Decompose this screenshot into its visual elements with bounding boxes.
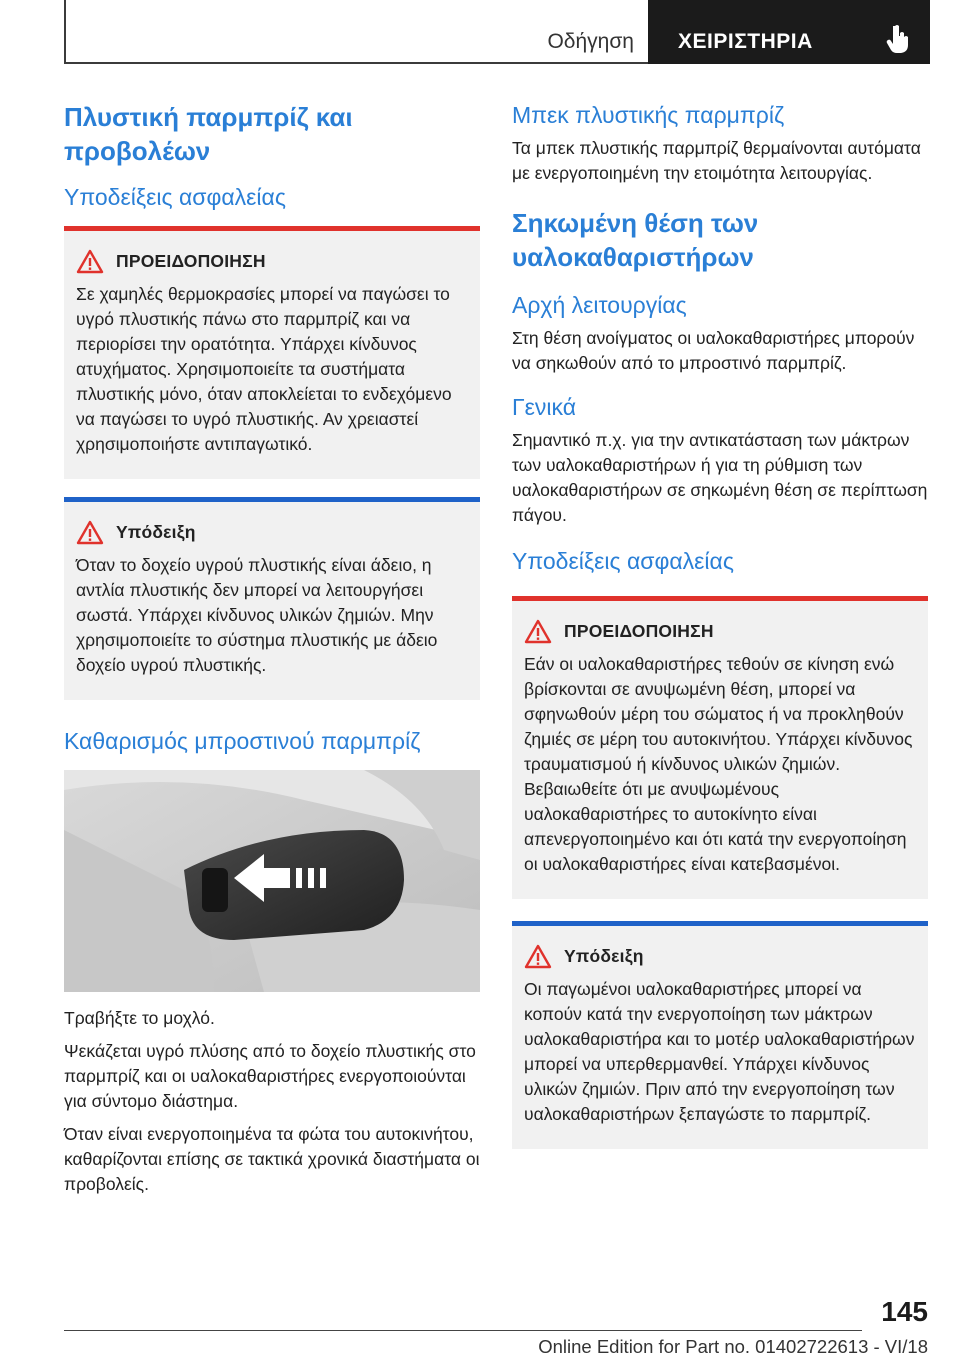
note-label: Υπόδειξη (116, 522, 196, 542)
section-label: Οδήγηση (547, 30, 634, 53)
warning-triangle-icon (524, 619, 552, 644)
section-title-washer: Πλυστική παρμπρίζ και προβολέων (64, 102, 353, 166)
principle-text: Στη θέση ανοίγματος οι υαλοκαθαριστήρες μπορούν να σηκωθούν από το μπροστινό παρμπρίζ. (512, 328, 915, 373)
footer-divider (64, 1330, 862, 1331)
warning-label: ΠΡΟΕΙΔΟΠΟΙΗΣΗ (564, 621, 714, 641)
note-label: Υπόδειξη (564, 946, 644, 966)
left-column (64, 100, 480, 1205)
general-text: Σημαντικό π.χ. για την αντικατάσταση των μάκτρων των υαλοκαθαριστήρων ή για τη ρύθμιση των υαλοκαθαριστήρων σε σηκωμένη θέση σε περίπτωση πάγου. (512, 430, 928, 525)
note-text: Οι παγωμένοι υαλοκαθαριστήρες μπορεί να κοπούν κατά την ενεργοποίηση των μάκτρων υαλοκαθαριστήρα και το μοτέρ υαλοκαθαριστήρων μπορεί να υπερθερμανθεί. Υπάρχει κίνδυνος υλικών ζημιών. Πριν από την ενεργοποίηση των υαλοκαθαριστήρων ξεπαγώστε το παρμπρίζ. (524, 979, 915, 1124)
safety-heading-right: Υποδείξεις ασφαλείας (512, 548, 734, 574)
safety-heading-left: Υποδείξεις ασφαλείας (64, 184, 286, 210)
note-box-right (512, 921, 928, 1149)
general-heading: Γενικά (512, 394, 577, 420)
chapter-label: ΧΕΙΡΙΣΤΗΡΙΑ (678, 30, 813, 53)
instruction-headlights: Όταν είναι ενεργοποιημένα τα φώτα του αυτοκινήτου, καθαρίζονται επίσης σε τακτικά χρονικά διαστήματα οι προβολείς. (64, 1124, 480, 1194)
section-title-fold: Σηκωμένη θέση των υαλοκαθαριστήρων (512, 208, 759, 272)
header-chapter-tab (648, 0, 930, 64)
right-column (512, 100, 928, 1167)
wiper-lever-photo (64, 770, 480, 992)
note-box-left (64, 497, 480, 700)
wiper-lever-illustration (64, 770, 480, 992)
page-header (64, 0, 930, 64)
warning-text: Σε χαμηλές θερμοκρασίες μπορεί να παγώσει το υγρό πλυστικής πάνω στο παρμπρίζ και να περιορίσει την ορατότητα. Υπάρχει κίνδυνος ατυχήματος. Χρησιμοποιείτε τα συστήματα πλυστικής μόνο, όταν αποκλείεται το ενδεχόμενο να παγώσει το υγρό πλυστικής. Αν χρειαστεί χρησιμοποιήστε αντιπαγωτικό. (76, 284, 452, 454)
caution-triangle-icon (524, 944, 552, 969)
warning-box-left (64, 226, 480, 479)
warning-label: ΠΡΟΕΙΔΟΠΟΙΗΣΗ (116, 251, 266, 271)
warning-box-right (512, 596, 928, 899)
hand-pointer-icon (886, 24, 912, 54)
principle-heading: Αρχή λειτουργίας (512, 292, 687, 318)
edition-text: Online Edition for Part no. 01402722613 - VI/18 (538, 1336, 928, 1357)
nozzle-text: Τα μπεκ πλυστικής παρμπρίζ θερμαίνονται αυτόματα με ενεργοποιημένη την ετοιμότητα λειτουργίας. (512, 138, 921, 183)
cleaning-heading: Καθαρισμός μπροστινού παρμπρίζ (64, 728, 421, 754)
caution-triangle-icon (76, 520, 104, 545)
header-section (64, 0, 648, 64)
page-number: 145 (881, 1296, 928, 1327)
instruction-pull-lever: Τραβήξτε το μοχλό. (64, 1008, 215, 1028)
warning-triangle-icon (76, 249, 104, 274)
nozzle-heading: Μπεκ πλυστικής παρμπρίζ (512, 102, 785, 128)
instruction-spray: Ψεκάζεται υγρό πλύσης από το δοχείο πλυστικής στο παρμπρίζ και οι υαλοκαθαριστήρες ενεργοποιούνται για σύντομο διάστημα. (64, 1041, 476, 1111)
warning-text: Εάν οι υαλοκαθαριστήρες τεθούν σε κίνηση ενώ βρίσκονται σε ανυψωμένη θέση, μπορεί να σφηνωθούν μέρη του σώματος ή να προκληθούν ζημιές σε μέρη του αυτοκινήτου. Υπάρχει κίνδυνος τραυματισμού ή κίνδυνος υλικών ζημιών. Βεβαιωθείτε ότι με ανυψωμένους υαλοκαθαριστήρες το αυτοκίνητο είναι απενεργοποιημένο και ότι κατά την ενεργοποίηση οι υαλοκαθαριστήρες είναι κατεβασμένοι. (524, 654, 913, 874)
note-text: Όταν το δοχείο υγρού πλυστικής είναι άδειο, η αντλία πλυστικής δεν μπορεί να λειτουργήσει σωστά. Υπάρχει κίνδυνος υλικών ζημιών. Μην χρησιμοποιείτε το σύστημα πλυστικής με άδειο δοχείο υγρού πλυστικής. (76, 555, 438, 675)
